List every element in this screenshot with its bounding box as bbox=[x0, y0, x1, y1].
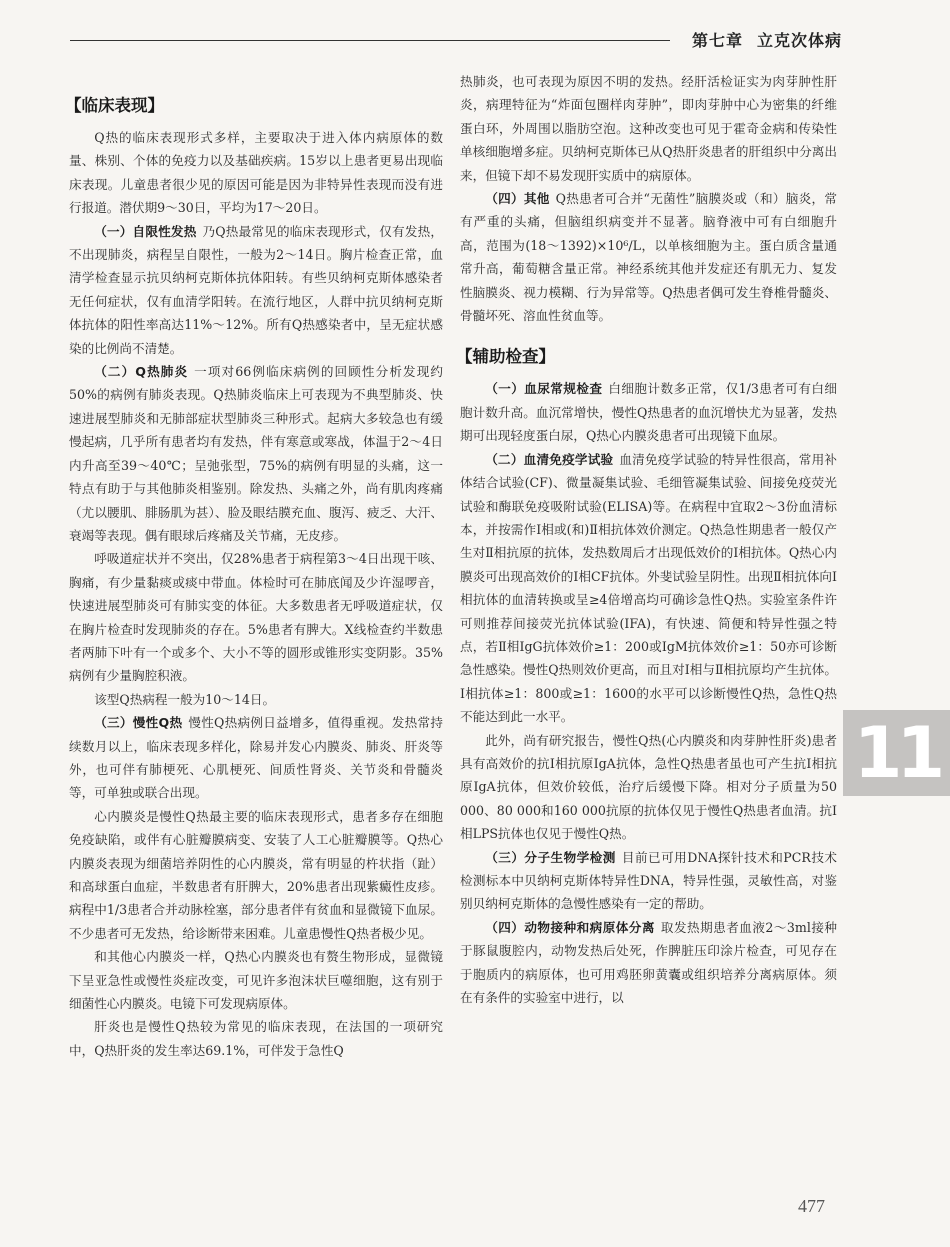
subsection-text: 白细胞计数多正常，仅1/3患者可有白细胞计数升高。血沉常增快，慢性Q热患者的血沉增快尤为显著，发热期可出现轻度蛋白尿，Q热心内膜炎患者可出现镜下血尿。 bbox=[460, 381, 837, 444]
subsection-title: （二）血清免疫学试验 bbox=[485, 451, 614, 467]
paragraph: 心内膜炎是慢性Q热最主要的临床表现形式，患者多存在细胞免疫缺陷，或伴有心脏瓣膜病变、安装了人工心脏瓣膜等。Q热心内膜炎表现为细菌培养阴性的心内膜炎，常有明显的杵状指（趾）和高球蛋白血症，半数患者有肝脾大，20%患者出现紫癜性皮疹。病程中1/3患者合并动脉栓塞，部分患者伴有贫血和显微镜下血尿。不少患者可无发热，给诊断带来困难。儿童患慢性Q热者极少见。 bbox=[69, 808, 443, 941]
running-header bbox=[692, 28, 842, 51]
subsection-text: 取发热期患者血液2～3ml接种于豚鼠腹腔内，动物发热后处死，作脾脏压印涂片检查，可见存在于胞质内的病原体，也可用鸡胚卵黄囊或组织培养分离病原体。须在有条件的实验室中进行，以 bbox=[460, 919, 837, 1006]
paragraph bbox=[460, 846, 837, 916]
subsection-title: （二）Q热肺炎 bbox=[94, 364, 189, 380]
paragraph: 呼吸道症状并不突出，仅28%患者于病程第3～4日出现干咳、胸痛，有少量黏痰或痰中带血。体检时可在肺底闻及少许湿啰音，快速进展型肺炎可有肺实变的体征。大多数患者无呼吸道症状，仅在胸片检查时发现肺炎的存在。5%患者有脾大。X线检查约半数患者两肺下叶有一个或多个、大小不等的圆形或锥形实变阴影。35%病例有少量胸腔积液。 bbox=[69, 551, 443, 684]
subsection-text: 乃Q热最常见的临床表现形式，仅有发热，不出现肺炎，病程呈自限性，一般为2～14日。胸片检查正常，血清学检查显示抗贝纳柯克斯体抗体阳转。有些贝纳柯克斯体感染者无任何症状，仅有血清学阳转。在流行地区，人群中抗贝纳柯克斯体抗体的阳性率高达11%～12%。所有Q热感染者中，呈无症状感染的比例尚不清楚。 bbox=[69, 223, 444, 356]
header-chapter: 第七章 bbox=[691, 31, 743, 50]
header-chapter-title: 立克次体病 bbox=[756, 31, 842, 50]
page-number: 477 bbox=[798, 1196, 825, 1216]
subsection-text: 慢性Q热病例日益增多，值得重视。发热常持续数月以上，临床表现多样化，除易并发心内膜炎、肺炎、肝炎等外，也可伴有肺梗死、心肌梗死、间质性肾炎、关节炎和骨髓炎等，可单独或联合出现。 bbox=[69, 715, 443, 801]
subsection-text: 血清免疫学试验的特异性很高，常用补体结合试验(CF)、微量凝集试验、毛细管凝集试验、间接免疫荧光试验和酶联免疫吸附试验(ELISA)等。在病程中宜取2～3份血清标本，并按需作Ⅰ相或(和)Ⅱ相抗体效价测定。Q热急性期患者一般仅产生对Ⅱ相抗原的抗体，发热数周后才出现低效价的Ⅰ相抗体。Q热心内膜炎可出现高效价的Ⅰ相CF抗体。外斐试验呈阴性。出现Ⅱ相抗体向Ⅰ相抗体的血清转换或呈≥4倍增高均可确诊急性Q热。实验室条件许可则推荐间接荧光抗体试验(IFA)，有快速、简便和特异性强之特点，若Ⅱ相IgG抗体效价≥1：200或IgM抗体效价≥1：50亦可诊断急性感染。慢性Q热则效价更高，而且对Ⅰ相与Ⅱ相抗原均产生抗体。Ⅰ相抗体≥1：800或≥1：1600的水平可以诊断慢性Q热，急性Q热不能达到此一水平。 bbox=[460, 451, 838, 725]
section-heading-clinical: 【临床表现】 bbox=[65, 96, 164, 115]
right-column bbox=[456, 70, 838, 1009]
paragraph bbox=[460, 187, 837, 327]
chapter-tab-number: 11 bbox=[853, 712, 940, 794]
subsection-title: （三）慢性Q热 bbox=[94, 715, 183, 731]
subsection-title: （三）分子生物学检测 bbox=[485, 849, 616, 865]
subsection-title: （四）其他 bbox=[485, 191, 550, 207]
subsection-text: 一项对66例临床病例的回顾性分析发现约50%的病例有肺炎表现。Q热肺炎临床上可表现为不典型肺炎、快速进展型肺炎和无肺部症状型肺炎三种形式。起病大多较急也有缓慢起病，几乎所有患者均有发热，伴有寒意或寒战，体温于2～4日内升高至39～40℃；呈弛张型，75%的病例有明显的头痛，这一特点有助于与其他肺炎相鉴别。除发热、头痛之外，尚有肌肉疼痛（尤以腰肌、腓肠肌为甚）、脸及眼结膜充血、腹泻、疲乏、大汗、衰竭等表现。偶有眼球后疼痛及关节痛，无皮疹。 bbox=[69, 364, 443, 543]
paragraph bbox=[460, 377, 837, 447]
section-heading-auxiliary: 【辅助检查】 bbox=[456, 347, 555, 367]
subsection-text: 目前已可用DNA探针技术和PCR技术检测标本中贝纳柯克斯体特异性DNA，特异性强，灵敏性高，对鉴别贝纳柯克斯体的急慢性感染有一定的帮助。 bbox=[460, 849, 838, 912]
paragraph: 热肺炎，也可表现为原因不明的发热。经肝活检证实为肉芽肿性肝炎，病理特征为“炸面包圈样肉芽肿”，即肉芽肿中心为密集的纤维蛋白环，外周围以脂肪空泡。这种改变也可见于霍奇金病和传染性单核细胞增多症。贝纳柯克斯体已从Q热肝炎患者的肝组织中分离出来，但镜下却不易发现肝实质中的病原体。 bbox=[460, 74, 837, 183]
chapter-side-tab bbox=[843, 710, 950, 796]
subsection-title: （一）自限性发热 bbox=[94, 223, 197, 239]
header-rule bbox=[70, 40, 670, 41]
subsection-title: （一）血尿常规检查 bbox=[485, 381, 603, 397]
paragraph: 和其他心内膜炎一样，Q热心内膜炎也有赘生物形成，显微镜下呈亚急性或慢性炎症改变，可见许多泡沫状巨噬细胞，这有别于细菌性心内膜炎。电镜下可发现病原体。 bbox=[69, 949, 443, 1012]
paragraph bbox=[460, 448, 837, 729]
paragraph: 该型Q热病程一般为10～14日。 bbox=[94, 691, 276, 707]
paragraph: 肝炎也是慢性Q热较为常见的临床表现，在法国的一项研究中，Q热肝炎的发生率达69.1%，可伴发于急性Q bbox=[69, 1019, 443, 1058]
paragraph: Q热的临床表现形式多样，主要取决于进入体内病原体的数量、株别、个体的免疫力以及基础疾病。15岁以上患者更易出现临床表现。儿童患者很少见的原因可能是因为非特异性表现而没有进行报道。潜伏期9～30日，平均为17～20日。 bbox=[69, 130, 443, 216]
left-column bbox=[65, 74, 444, 1062]
paragraph bbox=[69, 220, 443, 360]
paragraph bbox=[69, 360, 443, 547]
paragraph bbox=[460, 916, 837, 1010]
paragraph: 此外，尚有研究报告，慢性Q热(心内膜炎和肉芽肿性肝炎)患者具有高效价的抗Ⅰ相抗原IgA抗体，急性Q热患者虽也可产生抗Ⅰ相抗原IgA抗体，但效价较低，治疗后缓慢下降。相对分子质量为50 000、80 000和160 000抗原的抗体仅见于慢性Q热患者血清。抗Ⅰ相LPS抗体也仅见于慢性Q热。 bbox=[460, 732, 837, 842]
paragraph bbox=[69, 711, 443, 805]
subsection-title: （四）动物接种和病原体分离 bbox=[485, 919, 655, 935]
subsection-text: Q热患者可合并“无菌性”脑膜炎或（和）脑炎，常有严重的头痛，但脑组织病变并不显著。脑脊液中可有白细胞升高，范围为(18～1392)×10⁶/L，以单核细胞为主。蛋白质含量通常升高，葡萄糖含量正常。神经系统其他并发症还有肌无力、复发性脑膜炎、视力模糊、行为异常等。Q热患者偶可发生脊椎骨髓炎、骨髓坏死、溶血性贫血等。 bbox=[460, 191, 838, 324]
